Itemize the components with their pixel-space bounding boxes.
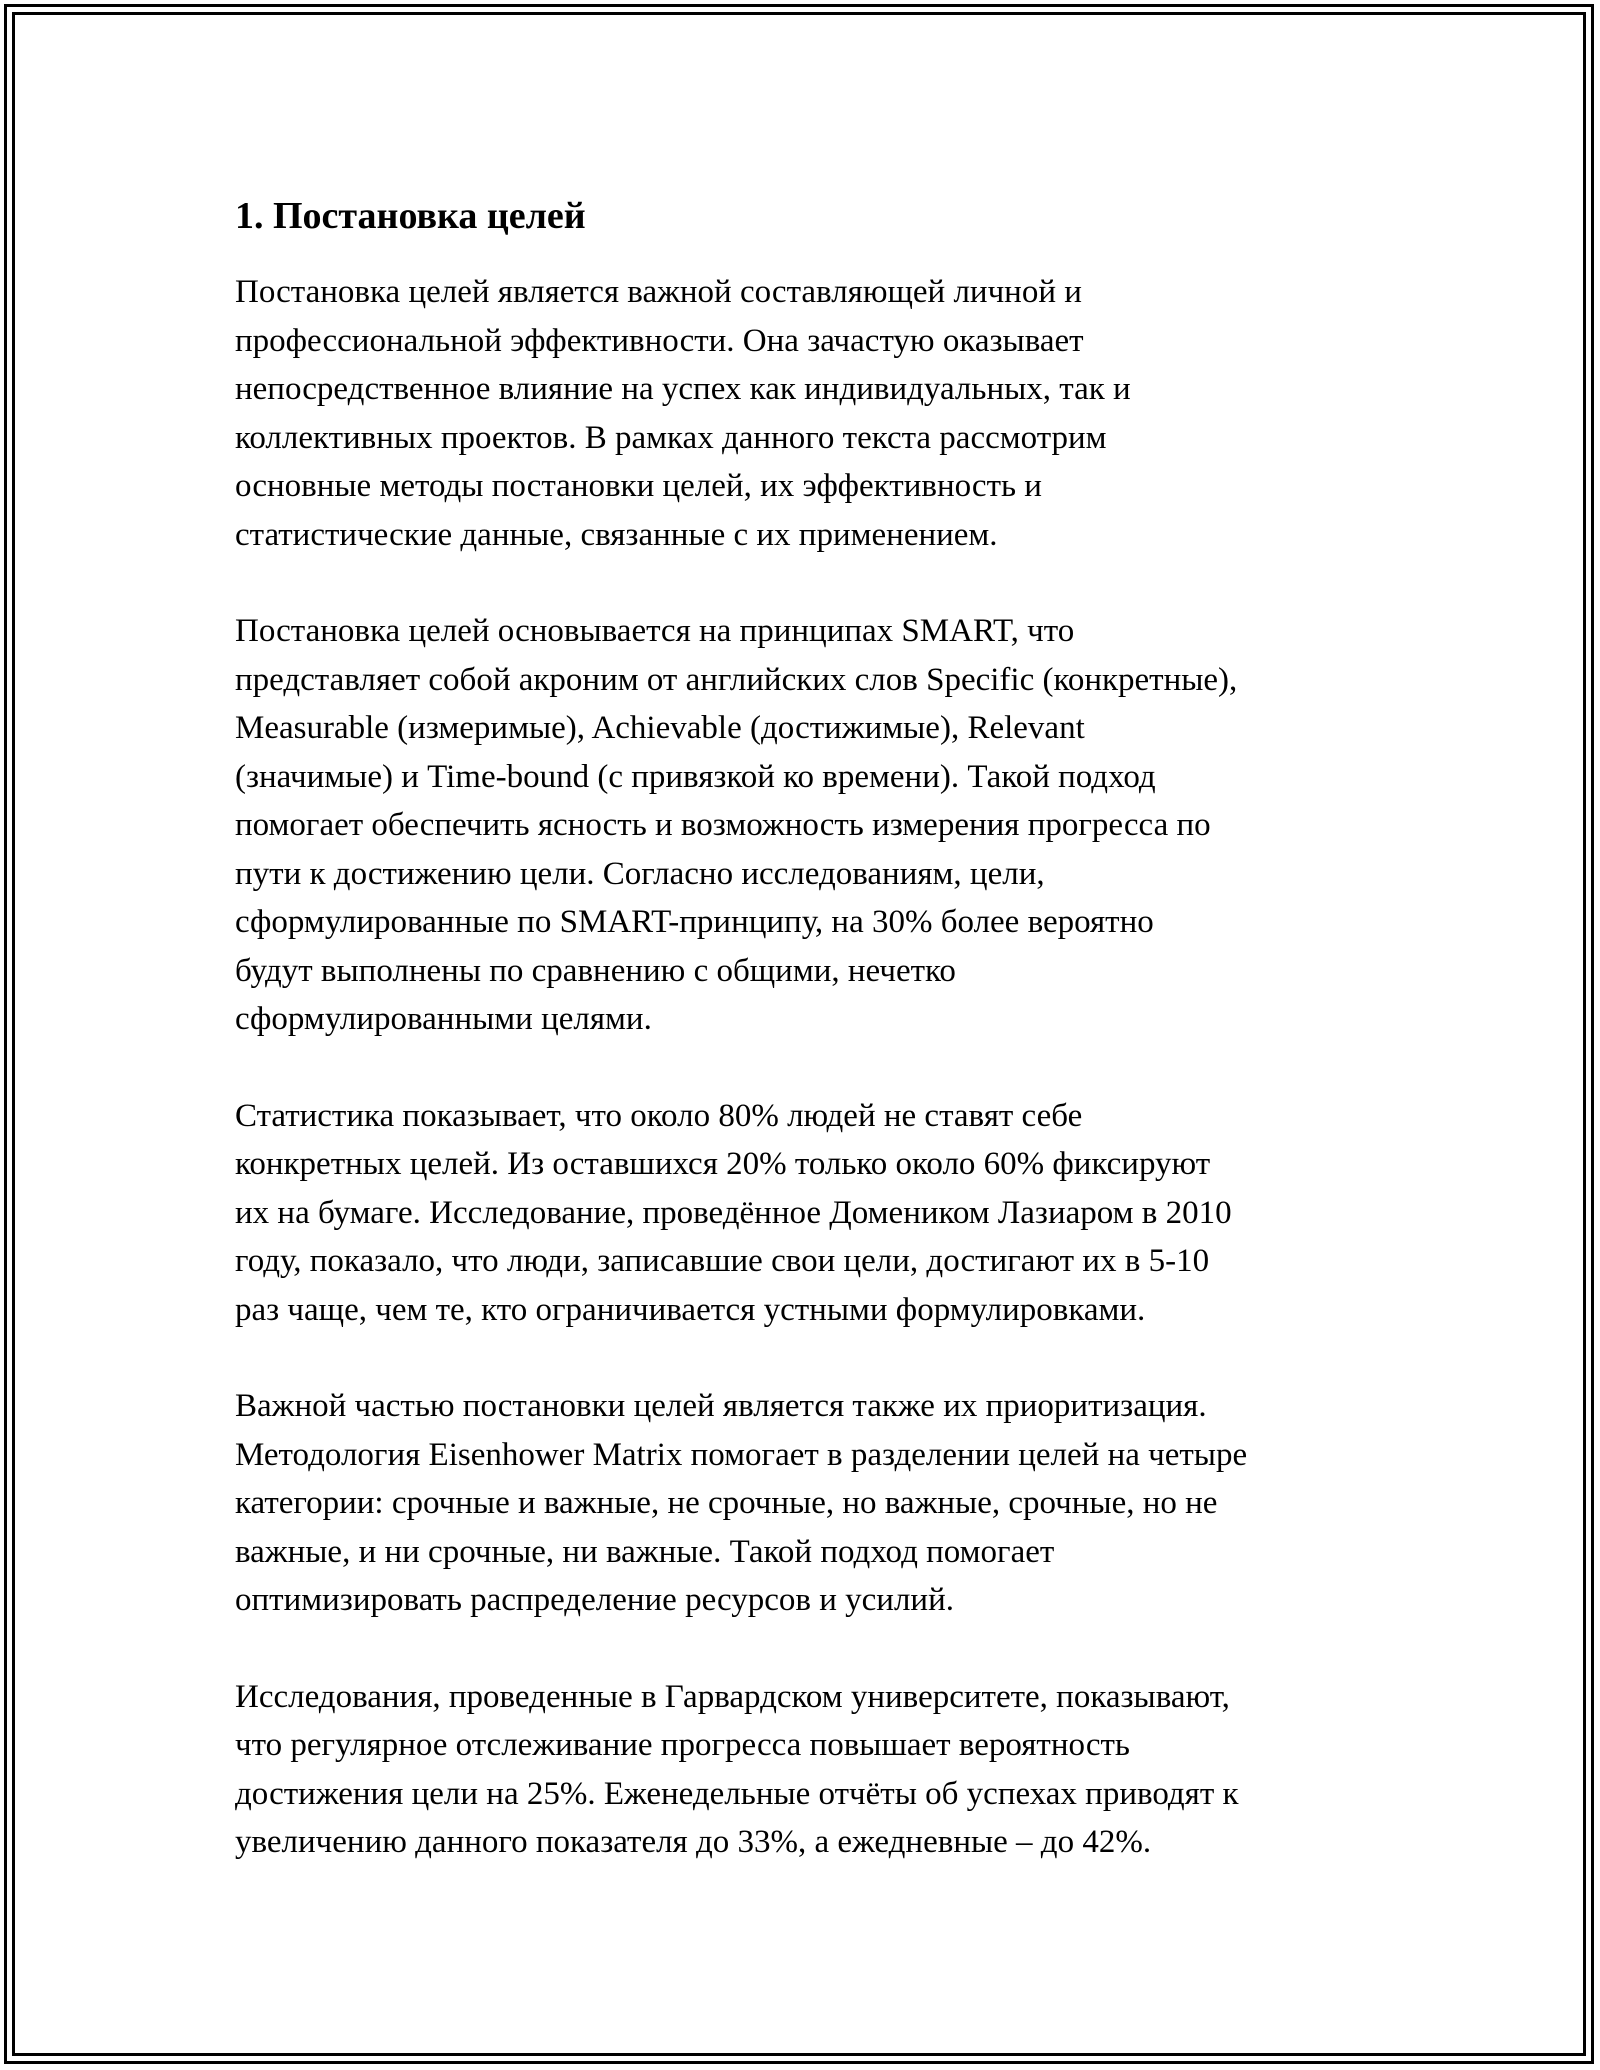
text-line: (значимые) и Time-bound (с привязкой ко времени). Такой подход bbox=[235, 758, 1156, 795]
text-line: конкретных целей. Из оставшихся 20% только около 60% фиксируют bbox=[235, 1146, 1211, 1182]
text-line: основные методы постановки целей, их эффективность и bbox=[235, 468, 1042, 504]
text-line: сформулированные по SMART-принципу, на 30% более вероятно bbox=[235, 904, 1154, 940]
paragraph bbox=[235, 1673, 1365, 1867]
text-line: Исследования, проведенные в Гарвардском университете, показывают, bbox=[235, 1678, 1230, 1715]
text-line: непосредственное влияние на успех как индивидуальных, так и bbox=[235, 371, 1131, 407]
text-line: оптимизировать распределение ресурсов и усилий. bbox=[235, 1582, 954, 1618]
paragraph bbox=[235, 268, 1365, 559]
paragraph bbox=[235, 607, 1365, 1044]
text-line: Постановка целей является важной составляющей личной и bbox=[235, 274, 1082, 310]
text-line: Статистика показывает, что около 80% людей не ставят себе bbox=[235, 1097, 1083, 1134]
document-body bbox=[235, 180, 1365, 1915]
text-line: важные, и ни срочные, ни важные. Такой подход помогает bbox=[235, 1533, 1055, 1570]
section-heading: 1. Постановка целей bbox=[235, 195, 586, 237]
text-line: категории: срочные и важные, не срочные, но важные, срочные, но не bbox=[235, 1485, 1218, 1521]
text-line: профессиональной эффективности. Она зачастую оказывает bbox=[235, 322, 1084, 359]
text-line: представляет собой акроним от английских слов Specific (конкретные), bbox=[235, 661, 1238, 698]
text-line: раз чаще, чем те, кто ограничивается устными формулировками. bbox=[235, 1291, 1146, 1328]
text-line: Важной частью постановки целей является также их приоритизация. bbox=[235, 1388, 1207, 1424]
paragraph bbox=[235, 1382, 1365, 1625]
text-line: помогает обеспечить ясность и возможность измерения прогресса по bbox=[235, 807, 1211, 843]
text-line: Методология Eisenhower Matrix помогает в разделении целей на четыре bbox=[235, 1436, 1248, 1473]
text-line: будут выполнены по сравнению с общими, нечетко bbox=[235, 952, 956, 989]
paragraph-list bbox=[235, 268, 1365, 1867]
text-line: статистические данные, связанные с их применением. bbox=[235, 516, 998, 553]
text-line: пути к достижению цели. Согласно исследованиям, цели, bbox=[235, 855, 1045, 892]
text-line: их на бумаге. Исследование, проведённое Домеником Лазиаром в 2010 bbox=[235, 1194, 1232, 1231]
text-line: что регулярное отслеживание прогресса повышает вероятность bbox=[235, 1727, 1130, 1763]
text-line: Measurable (измеримые), Achievable (достижимые), Relevant bbox=[235, 710, 1085, 746]
text-line: сформулированными целями. bbox=[235, 1001, 652, 1037]
text-line: Постановка целей основывается на принципах SMART, что bbox=[235, 613, 1075, 649]
text-line: коллективных проектов. В рамках данного текста рассмотрим bbox=[235, 419, 1107, 456]
text-line: достижения цели на 25%. Еженедельные отчёты об успехах приводят к bbox=[235, 1775, 1239, 1812]
text-line: увеличению данного показателя до 33%, а ежедневные – до 42%. bbox=[235, 1824, 1152, 1860]
text-line: году, показало, что люди, записавшие свои цели, достигают их в 5-10 bbox=[235, 1243, 1210, 1279]
paragraph bbox=[235, 1092, 1365, 1335]
